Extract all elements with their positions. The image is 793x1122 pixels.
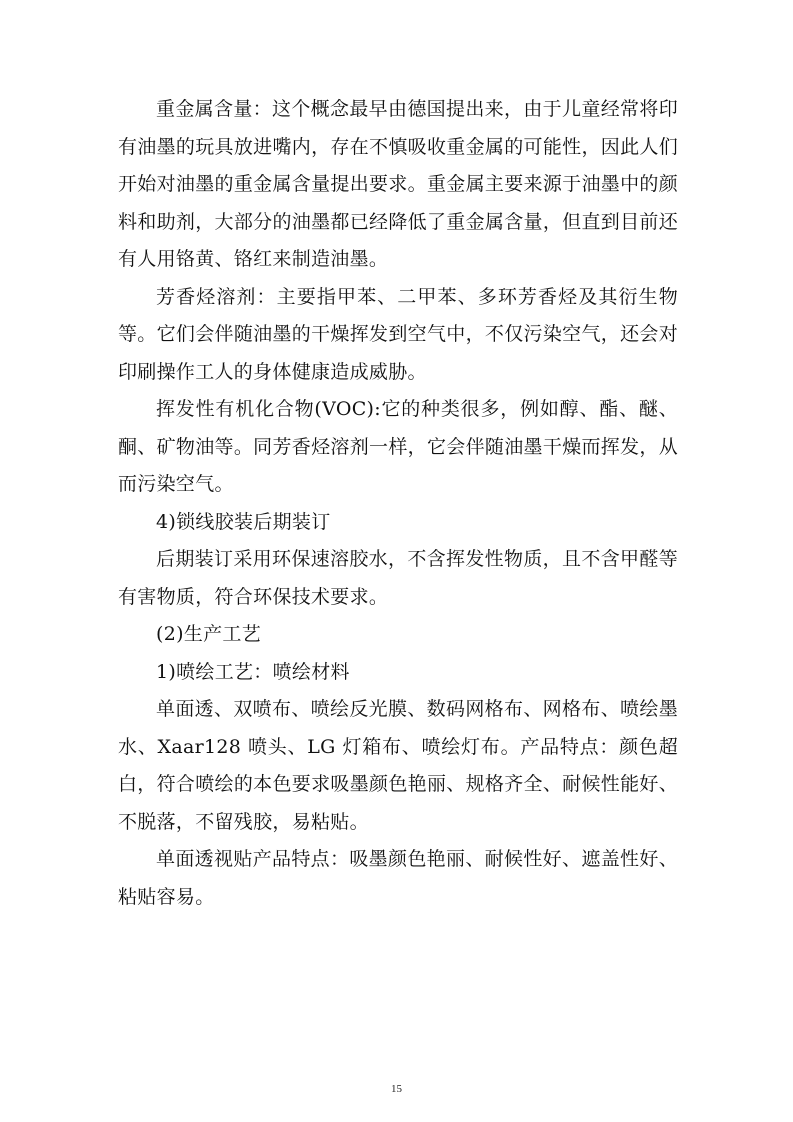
paragraph-voc: 挥发性有机化合物(VOC):它的种类很多，例如醇、酯、醚、酮、矿物油等。同芳香烃溶剂一样，它会伴随油墨干燥而挥发，从而污染空气。 <box>118 398 678 495</box>
paragraph-heavy-metal: 重金属含量：这个概念最早由德国提出来，由于儿童经常将印有油墨的玩具放进嘴内，存在不慎吸收重金属的可能性，因此人们开始对油墨的重金属含量提出要求。重金属主要来源于油墨中的颜料和助剂，大部分的油墨都已经降低了重金属含量，但直到目前还有人用铬黄、铬红来制造油墨。 <box>118 98 678 270</box>
body-text <box>118 91 678 916</box>
heading-inkjet-process: 1)喷绘工艺：喷绘材料 <box>156 660 350 683</box>
page-number: 15 <box>391 1083 402 1095</box>
paragraph-aromatic-solvent: 芳香烃溶剂：主要指甲苯、二甲苯、多环芳香烃及其衍生物等。它们会伴随油墨的干燥挥发到空气中，不仅污染空气，还会对印刷操作工人的身体健康造成威胁。 <box>118 285 678 383</box>
paragraph-binding: 后期装订采用环保速溶胶水，不含挥发性物质，且不含甲醛等有害物质，符合环保技术要求。 <box>118 548 678 608</box>
paragraph-one-way-vision: 单面透视贴产品特点：吸墨颜色艳丽、耐候性好、遮盖性好、粘贴容易。 <box>118 848 678 908</box>
heading-production-process: (2)生产工艺 <box>156 623 262 645</box>
paragraph-inkjet-materials: 单面透、双喷布、喷绘反光膜、数码网格布、网格布、喷绘墨水、Xaar128 喷头、LG 灯箱布、喷绘灯布。产品特点：颜色超白，符合喷绘的本色要求吸墨颜色艳丽、规格齐全、耐候性能好、不脱落，不留残胶，易粘贴。 <box>118 698 678 833</box>
heading-binding: 4)锁线胶装后期装订 <box>156 510 331 533</box>
